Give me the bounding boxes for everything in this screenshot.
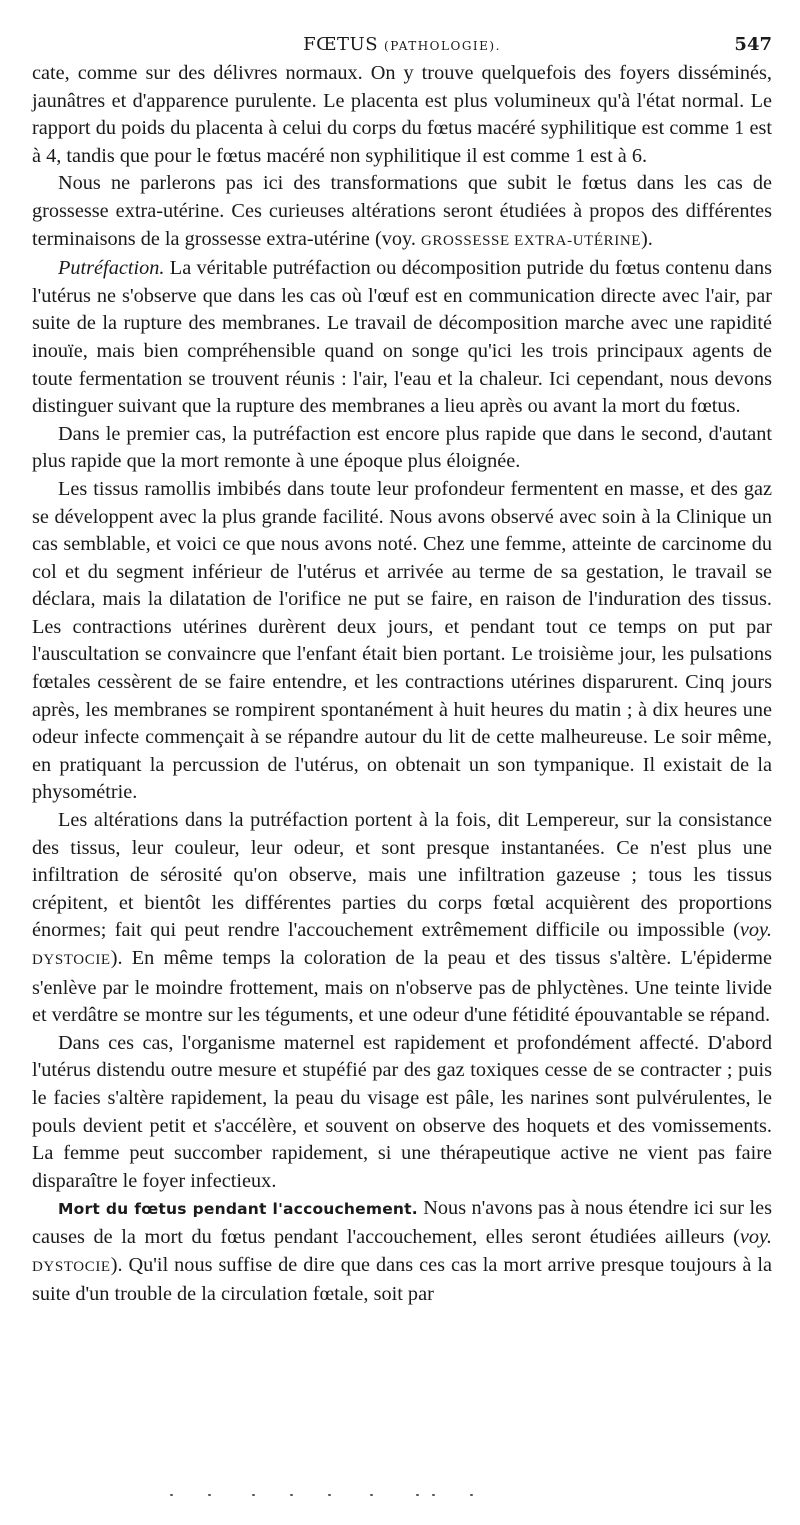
paragraph-3-text: La véritable putréfaction ou décomposition putride du fœtus contenu dans l'utérus ne s'observe que dans les cas où l'œuf est en communication directe avec l'air, par suite de la rupture des membranes. Le travail de décomposition marche avec une rapidité inouïe, mais bien compréhensible quand on songe qu'ici les trois principaux agents de toute fermentation se trouvent réunis : l'air, l'eau et la chaleur. Ici cependant, nous devons distinguer suivant que la rupture des membranes a lieu après ou avant la mort du fœtus. [32,257,772,418]
paragraph-1: cate, comme sur des délivres normaux. On y trouve quelquefois des foyers disséminés, jaunâtres et d'apparence purulente. Le placenta est plus volumineux qu'à l'état normal. Le rapport du poids du placenta à celui du corps du fœtus macéré syphilitique est comme 1 est à 4, tandis que pour le fœtus macéré non syphilitique il est comme 1 est à 6. [32,62,772,167]
paragraph-2-text: Nous ne parlerons pas ici des transformations que subit le fœtus dans les cas de grossesse extra-utérine. Ces curieuses altérations seront étudiées à propos des différentes terminaisons de la grossesse extra-utérine (voy. [32,172,772,250]
speck [416,1494,419,1496]
paragraph-5: Les tissus ramollis imbibés dans toute leur profondeur fermentent en masse, et des gaz se développent avec la plus grande facilité. Nous avons observé avec soin à la Clinique un cas semblable, et voici ce que nous avons noté. Chez une femme, atteinte de carcinome du col et du segment inférieur de l'utérus et arrivée au terme de sa gestation, le travail se déclara, mais la dilatation de l'orifice ne put se faire, en raison de l'induration des tissus. Les contractions utérines durèrent deux jours, et pendant tout ce temps on put par l'auscultation se convaincre que l'enfant était bien portant. Le troisième jour, les pulsations fœtales cessèrent de se faire entendre, et les contractions utérines disparurent. Cinq jours après, les membranes se rompirent spontanément à huit heures du matin ; à dix heures une odeur infecte commençait à se répandre autour du lit de cette malheureuse. Le soir même, en pratiquant la percussion de l'utérus, on obtenait un son tympanique. Il existait de la physométrie. [32,477,772,804]
speck [432,1494,435,1496]
section-heading-mort-accouchement: Mort du fœtus pendant l'accouchement. [58,1200,418,1219]
speck [252,1494,255,1496]
header-title: FŒTUS [303,34,379,55]
page [32,0,772,1309]
paragraph-6-voy: voy. [739,919,772,942]
paragraph-2 [32,170,772,255]
page-number: 547 [734,34,772,55]
cross-reference-dystocie-2: DYSTOCIE [32,1258,111,1275]
scan-specks [170,1492,490,1500]
speck [170,1494,173,1496]
paragraph-8-end: ). Qu'il nous suffise de dire que dans ces cas la mort arrive presque toujours à la suite d'un trouble de la circulation fœtale, soit par [32,1253,772,1306]
paragraph-8-text: Nous n'avons pas à nous étendre ici sur les causes de la mort du fœtus pendant l'accouchement, elles seront étudiées ailleurs ( [32,1197,772,1248]
paragraph-6-text: Les altérations dans la putréfaction portent à la fois, dit Lempereur, sur la consistance des tissus, leur couleur, leur odeur, et sont presque instantanées. Ce n'est plus une infiltration de sérosité qu'on observe, mais une infiltration gazeuse ; tous les tissus crépitent, et bientôt les différentes parties du corps fœtal acquièrent des proportions énormes; fait qui peut rendre l'accouchement extrêmement difficile ou impossible ( [32,809,772,942]
speck [208,1494,211,1496]
running-head [32,0,772,60]
running-title [32,34,772,55]
section-heading-putrefaction: Putréfaction. [58,257,165,280]
paragraph-8-voy: voy. [739,1225,772,1248]
speck [470,1494,473,1496]
speck [328,1494,331,1496]
paragraph-8 [32,1195,772,1308]
paragraph-7: Dans ces cas, l'organisme maternel est rapidement et profondément affecté. D'abord l'utérus distendu outre mesure et stupéfié par des gaz toxiques cesse de se contracter ; puis le facies s'altère rapidement, la peau du visage est pâle, les narines sont pulvérulentes, le pouls devient petit et s'accélère, et souvent on observe des hoquets et des vomissements. La femme peut succomber rapidement, si une thérapeutique active ne vient pas faire disparaître le foyer infectieux. [32,1031,772,1192]
paragraph-2-end: ). [641,227,653,250]
paragraph-4: Dans le premier cas, la putréfaction est encore plus rapide que dans le second, d'autant plus rapide que la mort remonte à une époque plus éloignée. [32,422,772,473]
header-subtitle: (PATHOLOGIE). [384,39,501,53]
cross-reference-dystocie-1: DYSTOCIE [32,952,111,968]
paragraph-6 [32,807,772,1030]
paragraph-6-end: ). En même temps la coloration de la peau et des tissus s'altère. L'épiderme s'enlève par le moindre frottement, mais on n'observe pas de phlyctènes. Une teinte livide et verdâtre se montre sur les téguments, et une odeur d'une fétidité épouvantable se répand. [32,947,772,1027]
speck [370,1494,373,1496]
body-text [32,60,772,1309]
speck [290,1494,293,1496]
cross-reference-grossesse: GROSSESSE EXTRA-UTÉRINE [420,232,642,249]
paragraph-3 [32,255,772,421]
